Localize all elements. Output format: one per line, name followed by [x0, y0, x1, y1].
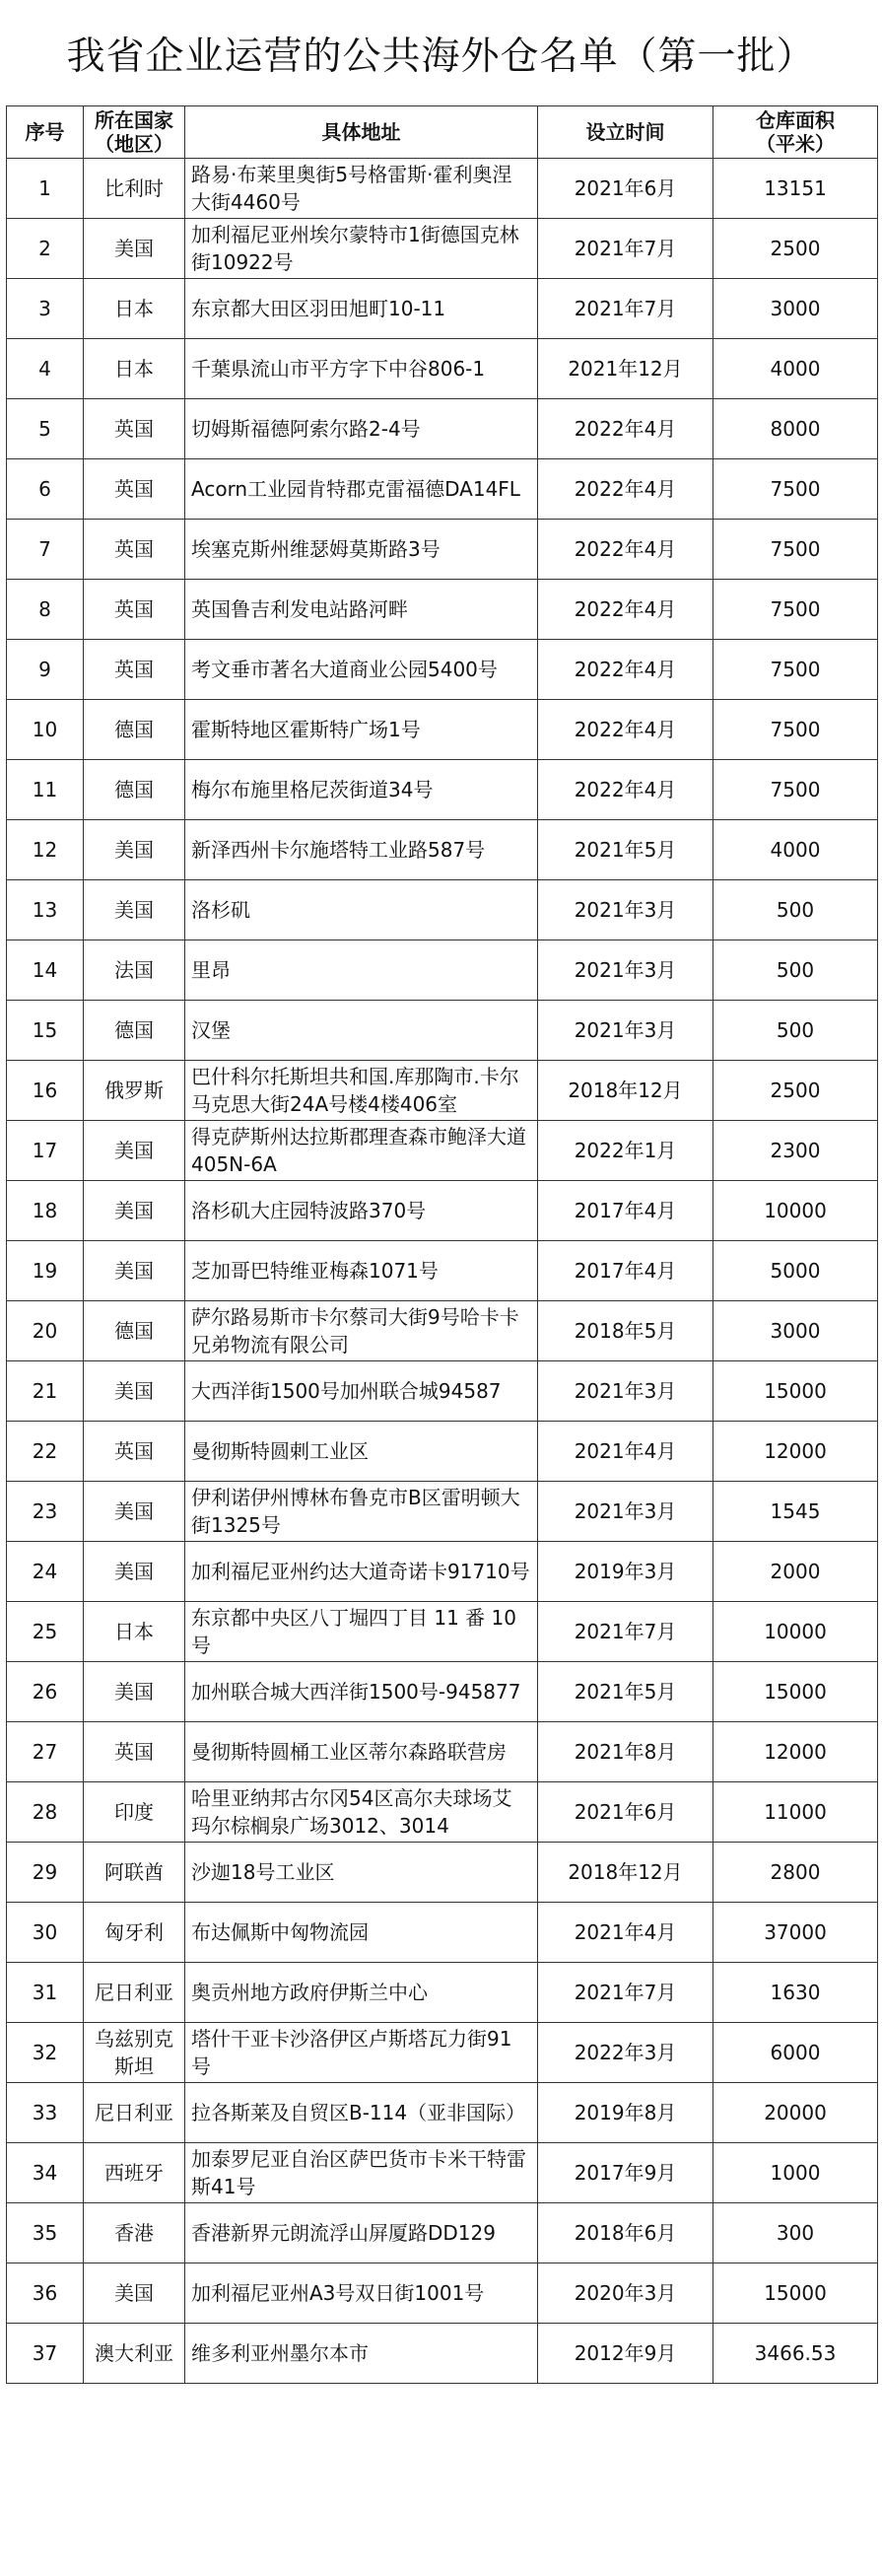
- cell-address: 芝加哥巴特维亚梅森1071号: [185, 1241, 538, 1301]
- cell-area: 300: [713, 2203, 878, 2263]
- cell-address: 加利福尼亚州A3号双日街1001号: [185, 2263, 538, 2324]
- table-row: [7, 1001, 878, 1061]
- cell-index: 28: [7, 1782, 84, 1843]
- cell-country: 美国: [84, 2263, 185, 2324]
- cell-date: 2019年8月: [538, 2083, 713, 2143]
- cell-index: 21: [7, 1361, 84, 1422]
- cell-date: 2017年9月: [538, 2143, 713, 2203]
- cell-date: 2012年9月: [538, 2324, 713, 2384]
- cell-index: 16: [7, 1061, 84, 1121]
- cell-country: 德国: [84, 700, 185, 760]
- cell-address: 维多利亚州墨尔本市: [185, 2324, 538, 2384]
- table-row: [7, 279, 878, 339]
- cell-date: 2022年4月: [538, 580, 713, 640]
- cell-date: 2022年1月: [538, 1121, 713, 1181]
- cell-index: 3: [7, 279, 84, 339]
- cell-area: 3000: [713, 279, 878, 339]
- cell-date: 2021年3月: [538, 880, 713, 940]
- cell-country: 阿联酋: [84, 1843, 185, 1903]
- cell-address: 加州联合城大西洋街1500号-945877: [185, 1662, 538, 1722]
- cell-index: 14: [7, 940, 84, 1001]
- cell-date: 2021年6月: [538, 159, 713, 219]
- cell-country: 德国: [84, 1301, 185, 1361]
- header-country: [84, 106, 185, 159]
- table-row: [7, 1301, 878, 1361]
- cell-address: 伊利诺伊州博林布鲁克市B区雷明顿大街1325号: [185, 1482, 538, 1542]
- cell-country: 美国: [84, 1241, 185, 1301]
- cell-area: 12000: [713, 1722, 878, 1782]
- cell-date: 2017年4月: [538, 1241, 713, 1301]
- cell-index: 37: [7, 2324, 84, 2384]
- table-row: [7, 399, 878, 459]
- cell-date: 2019年3月: [538, 1542, 713, 1602]
- cell-area: 2500: [713, 1061, 878, 1121]
- cell-date: 2022年4月: [538, 760, 713, 820]
- table-row: [7, 760, 878, 820]
- cell-date: 2020年3月: [538, 2263, 713, 2324]
- cell-country: 德国: [84, 760, 185, 820]
- cell-country: 匈牙利: [84, 1903, 185, 1963]
- cell-country: 英国: [84, 580, 185, 640]
- cell-area: 13151: [713, 159, 878, 219]
- cell-index: 2: [7, 219, 84, 279]
- cell-country: 尼日利亚: [84, 2083, 185, 2143]
- cell-index: 11: [7, 760, 84, 820]
- cell-index: 23: [7, 1482, 84, 1542]
- table-row: [7, 940, 878, 1001]
- cell-address: 加泰罗尼亚自治区萨巴货市卡米干特雷斯41号: [185, 2143, 538, 2203]
- cell-address: Acorn工业园肯特郡克雷福德DA14FL: [185, 459, 538, 520]
- table-row: [7, 1963, 878, 2023]
- cell-date: 2018年5月: [538, 1301, 713, 1361]
- cell-area: 1630: [713, 1963, 878, 2023]
- table-row: [7, 820, 878, 880]
- cell-area: 7500: [713, 760, 878, 820]
- table-row: [7, 2263, 878, 2324]
- cell-area: 15000: [713, 1662, 878, 1722]
- cell-date: 2021年4月: [538, 1422, 713, 1482]
- table-row: [7, 2023, 878, 2083]
- cell-date: 2021年7月: [538, 219, 713, 279]
- cell-country: 美国: [84, 1542, 185, 1602]
- table-row: [7, 2324, 878, 2384]
- cell-area: 4000: [713, 339, 878, 399]
- cell-address: 千葉県流山市平方字下中谷806-1: [185, 339, 538, 399]
- table-row: [7, 1121, 878, 1181]
- cell-index: 4: [7, 339, 84, 399]
- cell-area: 1000: [713, 2143, 878, 2203]
- cell-area: 500: [713, 940, 878, 1001]
- cell-area: 12000: [713, 1422, 878, 1482]
- cell-date: 2021年5月: [538, 820, 713, 880]
- table-row: [7, 700, 878, 760]
- cell-country: 日本: [84, 279, 185, 339]
- table-row: [7, 159, 878, 219]
- cell-date: 2022年3月: [538, 2023, 713, 2083]
- cell-country: 美国: [84, 1662, 185, 1722]
- cell-address: 香港新界元朗流浮山屏厦路DD129: [185, 2203, 538, 2263]
- cell-address: 得克萨斯州达拉斯郡理查森市鲍泽大道405N-6A: [185, 1121, 538, 1181]
- table-row: [7, 580, 878, 640]
- cell-area: 7500: [713, 459, 878, 520]
- cell-address: 考文垂市著名大道商业公园5400号: [185, 640, 538, 700]
- cell-index: 29: [7, 1843, 84, 1903]
- cell-area: 2800: [713, 1843, 878, 1903]
- cell-area: 500: [713, 1001, 878, 1061]
- cell-country: 日本: [84, 1602, 185, 1662]
- table-row: [7, 880, 878, 940]
- cell-index: 13: [7, 880, 84, 940]
- cell-address: 布达佩斯中匈物流园: [185, 1903, 538, 1963]
- cell-address: 加利福尼亚州埃尔蒙特市1街德国克林街10922号: [185, 219, 538, 279]
- cell-country: 英国: [84, 459, 185, 520]
- cell-index: 8: [7, 580, 84, 640]
- header-country-line2: （地区）: [95, 132, 173, 156]
- cell-country: 西班牙: [84, 2143, 185, 2203]
- cell-area: 6000: [713, 2023, 878, 2083]
- cell-index: 6: [7, 459, 84, 520]
- cell-date: 2021年3月: [538, 940, 713, 1001]
- cell-index: 31: [7, 1963, 84, 2023]
- table-row: [7, 1482, 878, 1542]
- table-row: [7, 1843, 878, 1903]
- cell-date: 2021年6月: [538, 1782, 713, 1843]
- cell-date: 2022年4月: [538, 399, 713, 459]
- table-row: [7, 1061, 878, 1121]
- cell-country: 英国: [84, 1422, 185, 1482]
- table-row: [7, 1422, 878, 1482]
- cell-index: 25: [7, 1602, 84, 1662]
- cell-index: 33: [7, 2083, 84, 2143]
- cell-area: 15000: [713, 2263, 878, 2324]
- cell-index: 24: [7, 1542, 84, 1602]
- table-row: [7, 520, 878, 580]
- cell-address: 加利福尼亚州约达大道奇诺卡91710号: [185, 1542, 538, 1602]
- cell-address: 曼彻斯特圆剌工业区: [185, 1422, 538, 1482]
- cell-date: 2022年4月: [538, 520, 713, 580]
- header-country-line1: 所在国家: [95, 108, 173, 132]
- cell-area: 2500: [713, 219, 878, 279]
- cell-index: 17: [7, 1121, 84, 1181]
- header-date: 设立时间: [538, 106, 713, 159]
- cell-address: 大西洋街1500号加州联合城94587: [185, 1361, 538, 1422]
- table-row: [7, 1722, 878, 1782]
- cell-address: 奥贡州地方政府伊斯兰中心: [185, 1963, 538, 2023]
- cell-date: 2021年5月: [538, 1662, 713, 1722]
- cell-area: 1545: [713, 1482, 878, 1542]
- table-row: [7, 1361, 878, 1422]
- cell-country: 英国: [84, 640, 185, 700]
- cell-date: 2021年12月: [538, 339, 713, 399]
- cell-address: 塔什干亚卡沙洛伊区卢斯塔瓦力街91号: [185, 2023, 538, 2083]
- cell-country: 德国: [84, 1001, 185, 1061]
- cell-address: 萨尔路易斯市卡尔蔡司大街9号哈卡卡兄弟物流有限公司: [185, 1301, 538, 1361]
- header-index: 序号: [7, 106, 84, 159]
- cell-date: 2022年4月: [538, 700, 713, 760]
- cell-address: 汉堡: [185, 1001, 538, 1061]
- cell-date: 2022年4月: [538, 459, 713, 520]
- cell-country: 英国: [84, 1722, 185, 1782]
- cell-area: 8000: [713, 399, 878, 459]
- cell-date: 2018年12月: [538, 1061, 713, 1121]
- table-row: [7, 459, 878, 520]
- cell-country: 日本: [84, 339, 185, 399]
- cell-date: 2021年7月: [538, 279, 713, 339]
- cell-address: 梅尔布施里格尼茨街道34号: [185, 760, 538, 820]
- cell-index: 18: [7, 1181, 84, 1241]
- table-header-row: [7, 106, 878, 159]
- cell-date: 2021年8月: [538, 1722, 713, 1782]
- cell-area: 2000: [713, 1542, 878, 1602]
- cell-address: 里昂: [185, 940, 538, 1001]
- cell-country: 比利时: [84, 159, 185, 219]
- cell-country: 尼日利亚: [84, 1963, 185, 2023]
- cell-index: 35: [7, 2203, 84, 2263]
- cell-date: 2021年7月: [538, 1602, 713, 1662]
- cell-country: 美国: [84, 820, 185, 880]
- cell-index: 9: [7, 640, 84, 700]
- cell-area: 5000: [713, 1241, 878, 1301]
- table-row: [7, 219, 878, 279]
- cell-area: 7500: [713, 640, 878, 700]
- cell-area: 15000: [713, 1361, 878, 1422]
- cell-country: 美国: [84, 880, 185, 940]
- cell-address: 洛杉矶大庄园特波路370号: [185, 1181, 538, 1241]
- cell-address: 哈里亚纳邦古尔冈54区高尔夫球场艾玛尔棕榈泉广场3012、3014: [185, 1782, 538, 1843]
- cell-country: 美国: [84, 1361, 185, 1422]
- page-title: 我省企业运营的公共海外仓名单（第一批）: [66, 34, 816, 79]
- cell-country: 法国: [84, 940, 185, 1001]
- cell-index: 27: [7, 1722, 84, 1782]
- cell-address: 英国鲁吉利发电站路河畔: [185, 580, 538, 640]
- header-area-line2: （平米）: [756, 132, 835, 156]
- table-row: [7, 640, 878, 700]
- table-row: [7, 2203, 878, 2263]
- cell-address: 切姆斯福德阿索尔路2-4号: [185, 399, 538, 459]
- cell-date: 2018年6月: [538, 2203, 713, 2263]
- cell-date: 2021年4月: [538, 1903, 713, 1963]
- cell-area: 3000: [713, 1301, 878, 1361]
- cell-date: 2021年7月: [538, 1963, 713, 2023]
- header-area-line1: 仓库面积: [756, 108, 835, 132]
- cell-area: 7500: [713, 580, 878, 640]
- cell-address: 巴什科尔托斯坦共和国.库那陶市.卡尔马克思大街24A号楼4楼406室: [185, 1061, 538, 1121]
- cell-index: 1: [7, 159, 84, 219]
- table-row: [7, 2083, 878, 2143]
- cell-area: 2300: [713, 1121, 878, 1181]
- cell-area: 10000: [713, 1181, 878, 1241]
- cell-date: 2017年4月: [538, 1181, 713, 1241]
- cell-index: 19: [7, 1241, 84, 1301]
- cell-address: 曼彻斯特圆桶工业区蒂尔森路联营房: [185, 1722, 538, 1782]
- cell-address: 沙迦18号工业区: [185, 1843, 538, 1903]
- cell-country: 英国: [84, 399, 185, 459]
- cell-area: 500: [713, 880, 878, 940]
- cell-index: 12: [7, 820, 84, 880]
- cell-date: 2021年3月: [538, 1001, 713, 1061]
- cell-date: 2022年4月: [538, 640, 713, 700]
- cell-index: 32: [7, 2023, 84, 2083]
- cell-date: 2018年12月: [538, 1843, 713, 1903]
- cell-index: 10: [7, 700, 84, 760]
- cell-index: 30: [7, 1903, 84, 1963]
- cell-country: 乌兹别克斯坦: [84, 2023, 185, 2083]
- cell-country: 香港: [84, 2203, 185, 2263]
- cell-address: 路易·布莱里奥街5号格雷斯·霍利奥涅大街4460号: [185, 159, 538, 219]
- cell-country: 美国: [84, 1121, 185, 1181]
- cell-area: 10000: [713, 1602, 878, 1662]
- cell-index: 36: [7, 2263, 84, 2324]
- cell-country: 印度: [84, 1782, 185, 1843]
- table-row: [7, 1602, 878, 1662]
- cell-country: 美国: [84, 1482, 185, 1542]
- cell-country: 美国: [84, 219, 185, 279]
- table-row: [7, 1542, 878, 1602]
- table-row: [7, 1782, 878, 1843]
- cell-index: 22: [7, 1422, 84, 1482]
- cell-country: 英国: [84, 520, 185, 580]
- cell-country: 澳大利亚: [84, 2324, 185, 2384]
- cell-date: 2021年3月: [538, 1361, 713, 1422]
- header-area: [713, 106, 878, 159]
- table-row: [7, 1241, 878, 1301]
- cell-area: 7500: [713, 520, 878, 580]
- cell-address: 东京都大田区羽田旭町10-11: [185, 279, 538, 339]
- cell-address: 埃塞克斯州维瑟姆莫斯路3号: [185, 520, 538, 580]
- cell-index: 15: [7, 1001, 84, 1061]
- table-row: [7, 1903, 878, 1963]
- cell-date: 2021年3月: [538, 1482, 713, 1542]
- cell-address: 拉各斯莱及自贸区B-114（亚非国际）: [185, 2083, 538, 2143]
- cell-area: 20000: [713, 2083, 878, 2143]
- table-row: [7, 2143, 878, 2203]
- cell-area: 11000: [713, 1782, 878, 1843]
- cell-address: 霍斯特地区霍斯特广场1号: [185, 700, 538, 760]
- cell-area: 37000: [713, 1903, 878, 1963]
- table-row: [7, 339, 878, 399]
- cell-index: 7: [7, 520, 84, 580]
- cell-area: 4000: [713, 820, 878, 880]
- cell-country: 美国: [84, 1181, 185, 1241]
- cell-address: 东京都中央区八丁堀四丁目 11 番 10 号: [185, 1602, 538, 1662]
- header-address: 具体地址: [185, 106, 538, 159]
- cell-address: 洛杉矶: [185, 880, 538, 940]
- table-row: [7, 1181, 878, 1241]
- cell-address: 新泽西州卡尔施塔特工业路587号: [185, 820, 538, 880]
- cell-country: 俄罗斯: [84, 1061, 185, 1121]
- warehouse-table: [6, 105, 878, 2384]
- cell-index: 26: [7, 1662, 84, 1722]
- cell-area: 3466.53: [713, 2324, 878, 2384]
- cell-index: 20: [7, 1301, 84, 1361]
- cell-index: 5: [7, 399, 84, 459]
- cell-index: 34: [7, 2143, 84, 2203]
- table-row: [7, 1662, 878, 1722]
- cell-area: 7500: [713, 700, 878, 760]
